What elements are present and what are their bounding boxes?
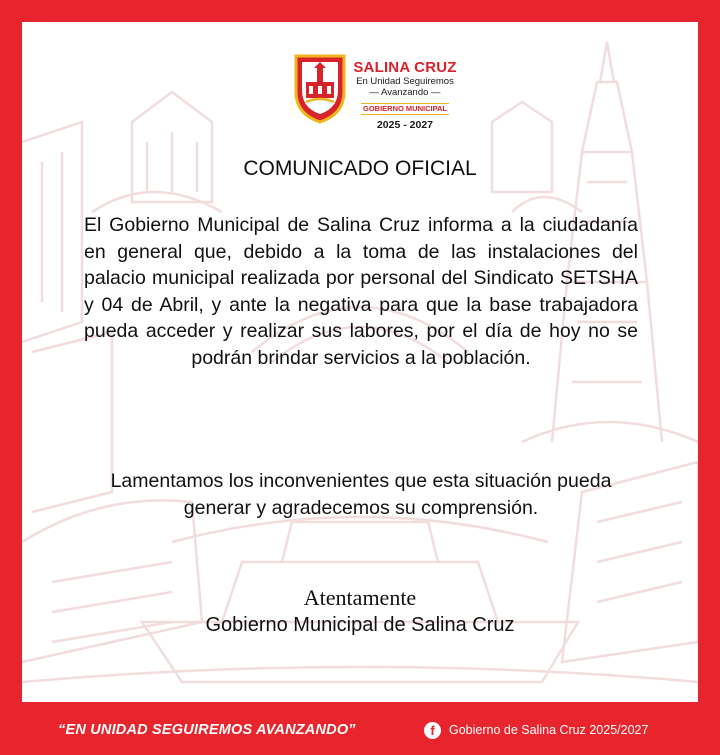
logo-government-label: GOBIERNO MUNICIPAL xyxy=(362,104,448,113)
notice-paragraph-2: Lamentamos los inconvenientes que esta situación pueda generar y agradecemos su comprensión. xyxy=(110,470,612,519)
notice-title: COMUNICADO OFICIAL xyxy=(243,157,477,180)
signature: Gobierno Municipal de Salina Cruz xyxy=(205,614,515,636)
logo-motto-line1: En Unidad Seguiremos xyxy=(356,76,454,87)
municipal-logo xyxy=(292,52,462,150)
regards-text: Atentamente xyxy=(303,585,417,610)
notice-paragraph-1: El Gobierno Municipal de Salina Cruz informa a la ciudadanía en general que, debido a la toma de las instalaciones del palacio municipal realizada por personal del Sindicato SETSHA y 04 de Abril, y ante la negativa para que la base trabajadora pueda acceder y realizar sus labores, por el día de hoy no se podrán brindar servicios a la población. xyxy=(84,214,638,369)
footer-slogan: “EN UNIDAD SEGUIREMOS AVANZANDO” xyxy=(58,722,356,738)
notice-body xyxy=(84,212,638,371)
city-shield-icon xyxy=(292,52,348,124)
logo-motto-line2: — Avanzando — xyxy=(369,87,441,98)
facebook-link[interactable] xyxy=(424,720,648,740)
notice-card xyxy=(22,22,698,702)
logo-years: 2025 - 2027 xyxy=(376,119,434,131)
facebook-icon: f xyxy=(424,722,441,739)
footer-bar xyxy=(0,702,720,755)
logo-title: SALINA CRUZ xyxy=(353,59,457,76)
facebook-page-name: Gobierno de Salina Cruz 2025/2027 xyxy=(449,723,649,737)
logo-text xyxy=(348,60,462,131)
